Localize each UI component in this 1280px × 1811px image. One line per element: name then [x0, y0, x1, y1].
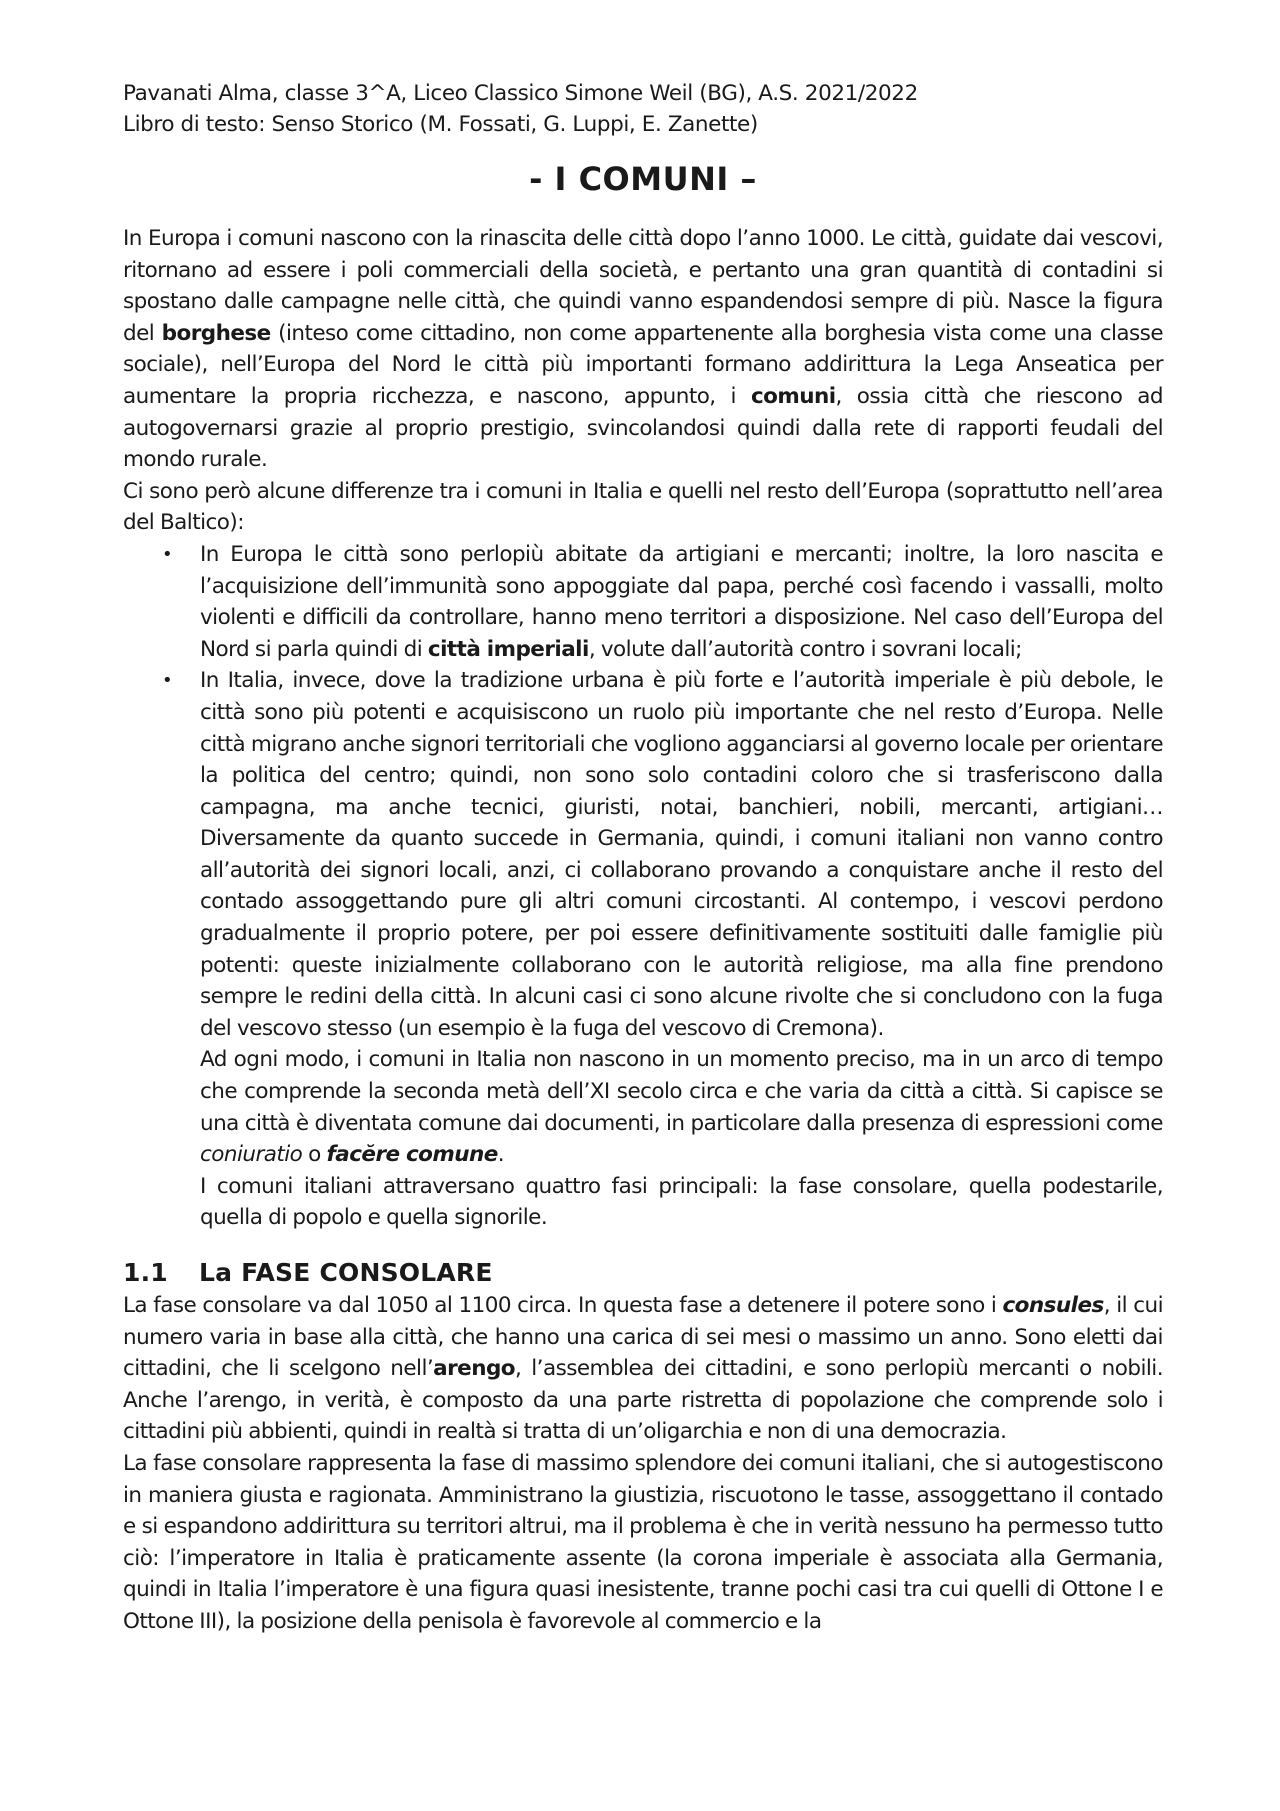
term-comuni: comuni	[750, 383, 836, 409]
term-facere-comune: facĕre comune	[326, 1142, 498, 1168]
header-textbook-line: Libro di testo: Senso Storico (M. Fossati, G. Luppi, E. Zanette)	[123, 112, 758, 137]
term-arengo: arengo	[433, 1356, 516, 1382]
section-paragraph-2: La fase consolare rappresenta la fase di massimo splendore dei comuni italiani, che si autogestiscono in maniera giusta e ragionata. Amministrano la giustizia, riscuotono le tasse, assoggettano il contado e si espandono addirittura su territori altrui, ma il problema è che in verità nessuno ha permesso tutto ciò: l’imperatore in Italia è praticamente assente (la corona imperiale è associata alla Germania, quindi in Italia l’imperatore è una figura quasi inesistente, tranne pochi casi tra cui quelli di Ottone I e Ottone III), la posizione della penisola è favorevole al commercio e la	[123, 1450, 1163, 1634]
list-item-italy: • In Italia, invece, dove la tradizione urbana è più forte e l’autorità imperiale è più debole, le città sono più potenti e acquisiscono un ruolo più importante che nel resto d’Europa. Nelle città migrano anche signori territoriali che vogliono agganciarsi al governo locale per orientare la politica del centro; quindi, non sono solo contadini coloro che si trasferiscono dalla campagna, ma anche tecnici, giuristi, notai, banchieri, nobili, mercanti, artigiani… Diversamente da quanto succede in Germania, quindi, i comuni italiani non vanno contro all’autorità dei signori locali, anzi, ci collaborano provando a conquistare anche il resto del contado assoggettando pure gli altri comuni circostanti. Al contempo, i vescovi perdono gradualmente il proprio potere, per poi essere definitivamente sostituiti dalle famiglie più potenti: queste inizialmente collaborano con le autorità religiose, ma alla fine prendono sempre le redini della città. In alcuni casi ci sono alcune rivolte che si concludono con la fuga del vescovo stesso (un esempio è la fuga del vescovo di Cremona).	[123, 665, 1163, 1044]
header-author-line: Pavanati Alma, classe 3^A, Liceo Classico Simone Weil (BG), A.S. 2021/2022	[123, 81, 918, 106]
intro-paragraph-2: Ci sono però alcune differenze tra i comuni in Italia e quelli nel resto dell’Europa (soprattutto nell’area del Baltico):	[123, 478, 1163, 536]
intro-paragraph-1: In Europa i comuni nascono con la rinascita delle città dopo l’anno 1000. Le città, guidate dai vescovi, ritornano ad essere i poli commerciali della società, e pertanto una gran quantità di contadini si spostano dalle campagne nelle città, che quindi vanno espandendosi sempre di più. Nasce la figura del borghese (inteso come cittadino, non come appartenente alla borghesia vista come una classe sociale), nell’Europa del Nord le città più importanti formano addirittura la Lega Anseatica per aumentare la propria ricchezza, e nascono, appunto, i comuni, ossia città che riescono ad autogovernarsi grazie al proprio prestigio, svincolandosi quindi dalla rete di rapporti feudali del mondo rurale.	[123, 226, 1163, 473]
italy-origin-paragraph: Ad ogni modo, i comuni in Italia non nascono in un momento preciso, ma in un arco di tempo che comprende la seconda metà dell’XI secolo circa e che varia da città a città. Si capisce se una città è diventata comune dai documenti, in particolare dalla presenza di espressioni come coniuratio o facĕre comune.	[200, 1047, 1163, 1168]
term-borghese: borghese	[161, 320, 271, 346]
term-citta-imperiali: città imperiali	[427, 636, 589, 662]
document-page	[123, 78, 1163, 1638]
section-title: La FASE CONSOLARE	[199, 1258, 493, 1287]
bullet-icon: •	[162, 543, 173, 565]
section-heading	[123, 1256, 1163, 1290]
bullet-icon: •	[162, 670, 173, 692]
term-consules: consules	[1002, 1293, 1104, 1318]
italy-phases-paragraph: I comuni italiani attraversano quattro fasi principali: la fase consolare, quella podestarile, quella di popolo e quella signorile.	[200, 1173, 1163, 1231]
comparison-list	[123, 539, 1163, 1045]
list-item-europe: • In Europa le città sono perlopiù abitate da artigiani e mercanti; inoltre, la loro nascita e l’acquisizione dell’immunità sono appoggiate dal papa, perché così facendo i vassalli, molto violenti e difficili da controllare, hanno meno territori a disposizione. Nel caso dell’Europa del Nord si parla quindi di città imperiali, volute dall’autorità contro i sovrani locali;	[123, 539, 1163, 665]
page-title: - I COMUNI –	[529, 160, 757, 198]
term-coniuratio: coniuratio	[200, 1142, 303, 1168]
section-paragraph-1: La fase consolare va dal 1050 al 1100 circa. In questa fase a detenere il potere sono i consules, il cui numero varia in base alla città, che hanno una carica di sei mesi o massimo un anno. Sono eletti dai cittadini, che li scelgono nell’arengo, l’assemblea dei cittadini, e sono perlopiù mercanti o nobili. Anche l’arengo, in verità, è composto da una parte ristretta di popolazione che comprende solo i cittadini più abbienti, quindi in realtà si tratta di un’oligarchia e non di una democrazia.	[123, 1293, 1163, 1445]
section-number: 1.1	[123, 1258, 168, 1287]
